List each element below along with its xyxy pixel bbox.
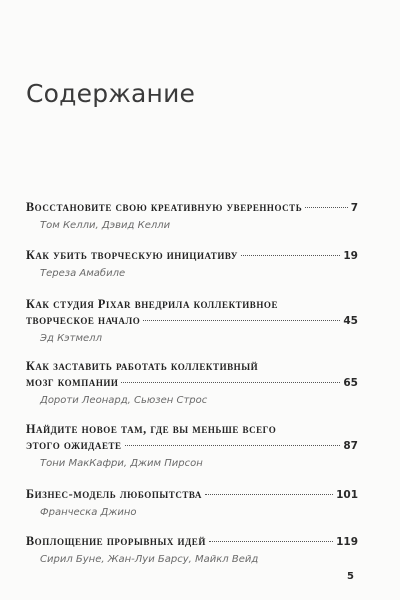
toc-title-text: творческое начало [26, 313, 141, 327]
toc-entry[interactable] [26, 358, 358, 407]
toc-page-number: 101 [336, 489, 358, 501]
toc-title-text: Восстановите свою креативную уверенность [26, 200, 303, 214]
toc-title-text: мозг компании [26, 375, 119, 389]
toc-entry-authors: Тереза Амабиле [40, 268, 126, 279]
toc-entry[interactable] [26, 486, 358, 519]
toc-entry-authors: Дороти Леонард, Сьюзен Строс [40, 395, 208, 406]
toc-entry-title [26, 358, 358, 391]
toc-entry-authors: Сирил Буне, Жан-Луи Барсу, Майкл Вейд [40, 554, 259, 565]
toc-entry[interactable] [26, 296, 358, 345]
toc-title-text: Воплощение прорывных идей [26, 534, 206, 548]
toc-entry[interactable] [26, 533, 358, 566]
toc-title-text: Как убить творческую инициативу [26, 248, 238, 262]
toc-page-number: 119 [336, 536, 358, 548]
toc-title-text: этого ожидаете [26, 438, 122, 452]
page-title: Содержание [26, 78, 196, 108]
toc-entry-title [26, 296, 358, 329]
toc-title-line [26, 486, 358, 503]
toc-title-line [26, 312, 358, 329]
toc-title-text: Бизнес-модель любопытства [26, 487, 202, 501]
toc-title-text: Как заставить работать коллективный [26, 359, 259, 373]
toc-entry-title [26, 421, 358, 454]
toc-title-text: Как студия Pixar внедрила коллективное [26, 297, 278, 311]
toc-page-number: 7 [350, 202, 358, 214]
toc-entry-authors: Франческа Джино [40, 507, 137, 518]
toc-page-number: 87 [343, 440, 358, 452]
toc-title-text: Найдите новое там, где вы меньше всего [26, 422, 277, 436]
toc-entry[interactable] [26, 421, 358, 470]
toc-entry-authors: Эд Кэтмелл [40, 333, 102, 344]
dot-leader [121, 382, 340, 383]
toc-entry[interactable] [26, 247, 358, 280]
page-number: 5 [347, 571, 354, 582]
dot-leader [143, 320, 340, 321]
toc-title-line [26, 358, 358, 374]
dot-leader [241, 255, 341, 256]
toc-page-number: 65 [343, 377, 358, 389]
dot-leader [205, 494, 333, 495]
toc-title-line [26, 199, 358, 216]
toc-title-line [26, 296, 358, 312]
dot-leader [209, 541, 333, 542]
toc-title-line [26, 533, 358, 550]
toc-entry-title [26, 533, 358, 550]
toc-entry-authors: Том Келли, Дэвид Келли [40, 220, 171, 231]
toc-title-line [26, 374, 358, 391]
toc-page-number: 19 [343, 250, 358, 262]
toc-title-line [26, 421, 358, 437]
toc-entry-title [26, 486, 358, 503]
toc-entry-title [26, 247, 358, 264]
toc-entry-title [26, 199, 358, 216]
toc-title-line [26, 437, 358, 454]
toc-entry[interactable] [26, 199, 358, 232]
dot-leader [305, 207, 347, 208]
toc-page-number: 45 [343, 315, 358, 327]
toc-title-line [26, 247, 358, 264]
toc-entry-authors: Тони МакКафри, Джим Пирсон [40, 458, 203, 469]
dot-leader [125, 445, 341, 446]
